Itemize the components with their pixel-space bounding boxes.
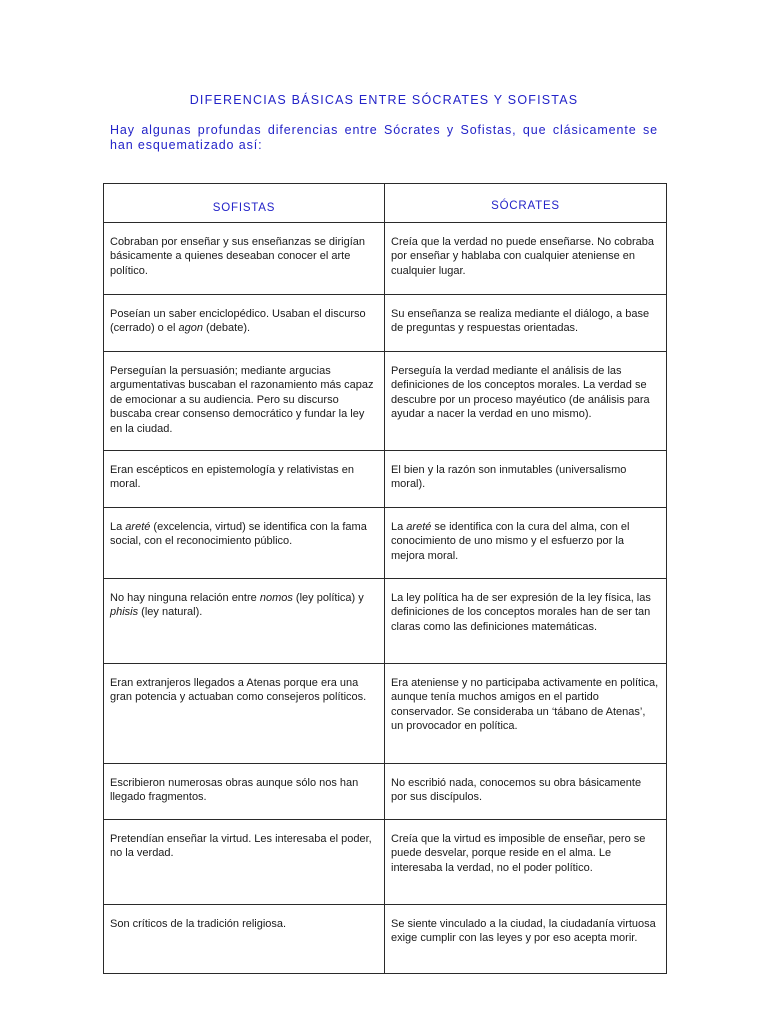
intro-paragraph: Hay algunas profundas diferencias entre Sócrates y Sofistas, que clásicamente se han esquematizado así:: [110, 123, 658, 152]
cell-sofistas: Poseían un saber enciclopédico. Usaban el discurso (cerrado) o el agon (debate).: [104, 294, 385, 351]
cell-sofistas: La areté (excelencia, virtud) se identifica con la fama social, con el reconocimiento público.: [104, 507, 385, 578]
table-row: [104, 222, 667, 294]
cell-sofistas: Son críticos de la tradición religiosa.: [104, 904, 385, 973]
table-row: [104, 294, 667, 351]
cell-sofistas: Cobraban por enseñar y sus enseñanzas se dirigían básicamente a quienes deseaban conocer el arte político.: [104, 222, 385, 294]
cell-socrates: El bien y la razón son inmutables (universalismo moral).: [385, 450, 667, 507]
cell-socrates: No escribió nada, conocemos su obra básicamente por sus discípulos.: [385, 763, 667, 819]
cell-socrates: La ley política ha de ser expresión de la ley física, las definiciones de los conceptos morales han de ser tan claras como las definiciones matemáticas.: [385, 578, 667, 663]
cell-socrates: La areté se identifica con la cura del alma, con el conocimiento de uno mismo y el esfuerzo por la mejora moral.: [385, 507, 667, 578]
comparison-table: [103, 183, 667, 974]
cell-sofistas: Escribieron numerosas obras aunque sólo nos han llegado fragmentos.: [104, 763, 385, 819]
cell-sofistas: Eran extranjeros llegados a Atenas porque era una gran potencia y actuaban como consejeros políticos.: [104, 663, 385, 763]
table-row: [104, 904, 667, 973]
term-arete: areté: [125, 520, 151, 533]
cell-socrates: Creía que la verdad no puede enseñarse. No cobraba por enseñar y hablaba con cualquier ateniense en cualquier lugar.: [385, 222, 667, 294]
cell-socrates: Perseguía la verdad mediante el análisis de las definiciones de los conceptos morales. La verdad se descubre por un proceso mayéutico (de análisis para ayudar a nacer la verdad en uno mismo).: [385, 351, 667, 450]
table-row: [104, 351, 667, 450]
table-row: [104, 450, 667, 507]
cell-socrates: Su enseñanza se realiza mediante el diálogo, a base de preguntas y respuestas orientadas.: [385, 294, 667, 351]
cell-sofistas: No hay ninguna relación entre nomos (ley política) y phisis (ley natural).: [104, 578, 385, 663]
term-agon: agon: [178, 322, 203, 334]
cell-socrates: Era ateniense y no participaba activamente en política, aunque tenía muchos amigos en el partido conservador. Se consideraba un ‘tábano de Atenas’, un provocador en política.: [385, 663, 667, 763]
table-row: [104, 763, 667, 819]
table-row: [104, 819, 667, 904]
cell-socrates: Creía que la virtud es imposible de enseñar, pero se puede desvelar, porque reside en el alma. Le interesaba la verdad, no el poder político.: [385, 819, 667, 904]
cell-sofistas: Pretendían enseñar la virtud. Les interesaba el poder, no la verdad.: [104, 819, 385, 904]
term-nomos: nomos: [259, 591, 293, 604]
term-arete: areté: [406, 520, 432, 533]
cell-sofistas: Eran escépticos en epistemología y relativistas en moral.: [104, 450, 385, 507]
table-header-row: [104, 184, 667, 223]
term-phisis: phisis: [110, 606, 139, 618]
header-sofistas: SOFISTAS: [104, 184, 385, 223]
table-row: [104, 578, 667, 663]
document-title: DIFERENCIAS BÁSICAS ENTRE SÓCRATES Y SOFISTAS: [189, 93, 579, 107]
cell-socrates: Se siente vinculado a la ciudad, la ciudadanía virtuosa exige cumplir con las leyes y por eso acepta morir.: [385, 904, 667, 973]
table-row: [104, 507, 667, 578]
table-row: [104, 663, 667, 763]
header-socrates: SÓCRATES: [385, 184, 667, 223]
cell-sofistas: Perseguían la persuasión; mediante argucias argumentativas buscaban el razonamiento más capaz de emocionar a su audiencia. Pero su discurso buscaba crear consenso democrático y fundar la ley en la ciudad.: [104, 351, 385, 450]
